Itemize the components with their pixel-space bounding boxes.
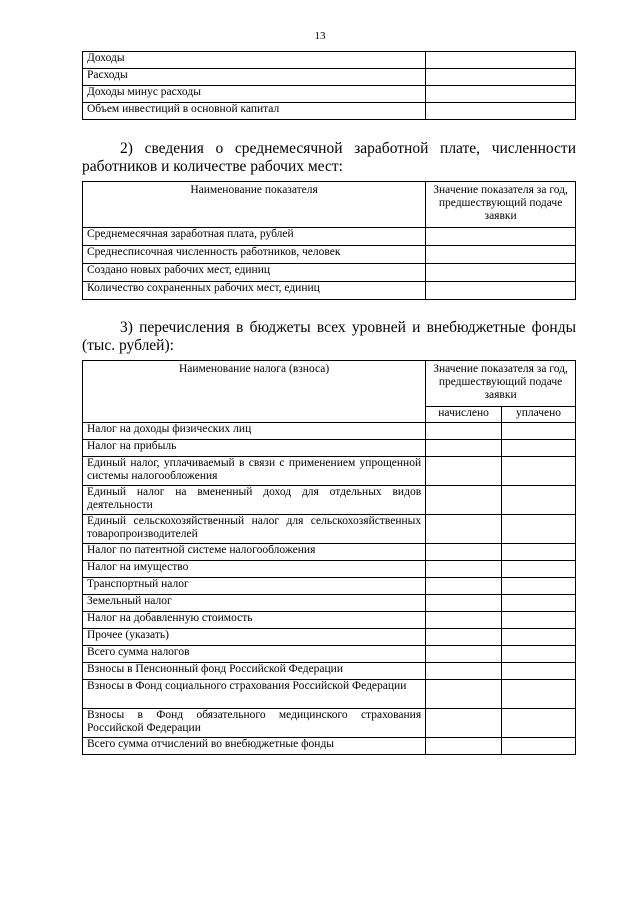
page-number: 13 — [314, 30, 326, 42]
table-row-label: Количество сохраненных рабочих мест, единиц — [83, 282, 426, 300]
value-cell[interactable] — [426, 86, 576, 103]
table-row-label: Всего сумма отчислений во внебюджетные фонды — [83, 738, 426, 755]
section-3-line-2: (тыс. рублей): — [82, 337, 174, 354]
table-row-label: Взносы в Фонд социального страхования Российской Федерации — [83, 680, 426, 709]
paid-cell[interactable] — [502, 612, 576, 629]
accrued-cell[interactable] — [426, 561, 502, 578]
table-row-label: Всего сумма налогов — [83, 646, 426, 663]
paid-cell[interactable] — [502, 544, 576, 561]
paid-cell[interactable] — [502, 709, 576, 738]
paid-cell[interactable] — [502, 578, 576, 595]
accrued-cell[interactable] — [426, 612, 502, 629]
column-header-value: Значение показателя за год, предшествующий подаче заявки — [426, 182, 576, 228]
accrued-cell[interactable] — [426, 709, 502, 738]
accrued-cell[interactable] — [426, 578, 502, 595]
accrued-cell[interactable] — [426, 457, 502, 486]
value-cell[interactable] — [426, 52, 576, 69]
paid-cell[interactable] — [502, 440, 576, 457]
table-row-label: Прочее (указать) — [83, 629, 426, 646]
accrued-cell[interactable] — [426, 486, 502, 515]
table-row-label: Взносы в Фонд обязательного медицинского страхования Российской Федерации — [83, 709, 426, 738]
paid-cell[interactable] — [502, 680, 576, 709]
paid-cell[interactable] — [502, 423, 576, 440]
paid-cell[interactable] — [502, 646, 576, 663]
accrued-cell[interactable] — [426, 680, 502, 709]
table-taxes — [82, 360, 576, 755]
accrued-cell[interactable] — [426, 663, 502, 680]
table-row-label: Налог на имущество — [83, 561, 426, 578]
paid-cell[interactable] — [502, 595, 576, 612]
table-financials — [82, 51, 576, 120]
table-row-label: Объем инвестиций в основной капитал — [83, 103, 426, 120]
table-row-label: Расходы — [83, 69, 426, 86]
paid-cell[interactable] — [502, 561, 576, 578]
value-cell[interactable] — [426, 282, 576, 300]
accrued-cell[interactable] — [426, 595, 502, 612]
table-row-label: Налог на добавленную стоимость — [83, 612, 426, 629]
subheader-accrued: начислено — [426, 407, 502, 423]
table-row-label: Единый сельскохозяйственный налог для сельскохозяйственных товаропроизводителей — [83, 515, 426, 544]
section-2-line-2: работников и количестве рабочих мест: — [82, 158, 343, 175]
column-header-tax: Наименование налога (взноса) — [83, 361, 426, 423]
subheader-paid: уплачено — [502, 407, 576, 423]
accrued-cell[interactable] — [426, 423, 502, 440]
column-header-indicator: Наименование показателя — [83, 182, 426, 228]
table-row-label: Единый налог, уплачиваемый в связи с применением упрощенной системы налогообложения — [83, 457, 426, 486]
table-row-label: Взносы в Пенсионный фонд Российской Федерации — [83, 663, 426, 680]
section-3-line-1: 3) перечисления в бюджеты всех уровней и внебюджетные фонды — [120, 319, 576, 336]
value-cell[interactable] — [426, 103, 576, 120]
accrued-cell[interactable] — [426, 738, 502, 755]
accrued-cell[interactable] — [426, 629, 502, 646]
table-row-label: Среднесписочная численность работников, человек — [83, 246, 426, 264]
table-row-label: Создано новых рабочих мест, единиц — [83, 264, 426, 282]
table-row-label: Налог по патентной системе налогообложения — [83, 544, 426, 561]
section-3-heading — [82, 319, 576, 355]
table-row-label: Налог на доходы физических лиц — [83, 423, 426, 440]
accrued-cell[interactable] — [426, 544, 502, 561]
accrued-cell[interactable] — [426, 515, 502, 544]
table-row-label: Доходы минус расходы — [83, 86, 426, 103]
accrued-cell[interactable] — [426, 646, 502, 663]
column-header-value: Значение показателя за год, предшествующий подаче заявки — [426, 361, 576, 407]
section-2-line-1: 2) сведения о среднемесячной заработной плате, численности — [120, 140, 576, 157]
table-employment — [82, 181, 576, 300]
table-row-label: Налог на прибыль — [83, 440, 426, 457]
paid-cell[interactable] — [502, 663, 576, 680]
table-row-label: Среднемесячная заработная плата, рублей — [83, 228, 426, 246]
table-row-label: Транспортный налог — [83, 578, 426, 595]
table-row-label: Земельный налог — [83, 595, 426, 612]
accrued-cell[interactable] — [426, 440, 502, 457]
table-row-label: Единый налог на вмененный доход для отдельных видов деятельности — [83, 486, 426, 515]
paid-cell[interactable] — [502, 629, 576, 646]
table-row-label: Доходы — [83, 52, 426, 69]
value-cell[interactable] — [426, 69, 576, 86]
paid-cell[interactable] — [502, 486, 576, 515]
value-cell[interactable] — [426, 246, 576, 264]
value-cell[interactable] — [426, 264, 576, 282]
paid-cell[interactable] — [502, 457, 576, 486]
paid-cell[interactable] — [502, 738, 576, 755]
value-cell[interactable] — [426, 228, 576, 246]
section-2-heading — [82, 140, 576, 176]
paid-cell[interactable] — [502, 515, 576, 544]
